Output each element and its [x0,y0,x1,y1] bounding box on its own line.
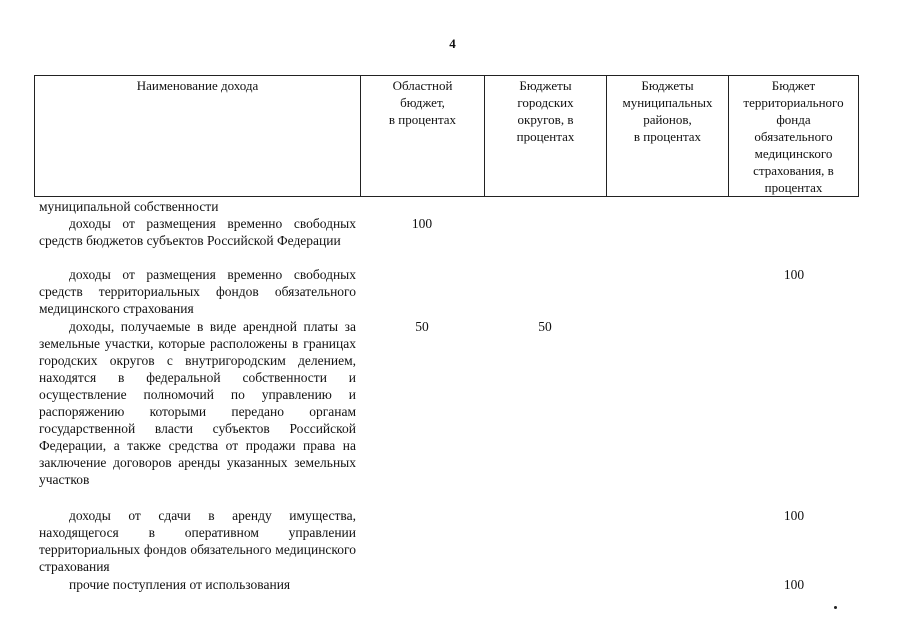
fund-share: 100 [783,267,805,282]
header-city-budgets: Бюджеты городских округов, в процентах [485,76,607,197]
oblast-share: 100 [411,216,433,231]
fund-share: 100 [783,508,805,523]
income-table-header [34,75,859,197]
page-number: 4 [449,36,456,51]
fund-share: 100 [783,577,805,592]
income-name: доходы от сдачи в аренду имущества, находящегося в оперативном управлении территориальных фондов обязательного медицинского страхования [39,508,356,574]
income-name: прочие поступления от использования [69,577,291,592]
income-name: доходы от размещения временно свободных средств территориальных фондов обязательного медицинского страхования [39,267,356,316]
header-income-name: Наименование дохода [35,76,361,197]
income-name: доходы от размещения временно свободных средств бюджетов субъектов Российской Федерации [39,216,356,248]
header-oblast-budget: Областной бюджет, в процентах [361,76,485,197]
header-fund-budget: Бюджет территориального фонда обязательного медицинского страхования, в процентах [729,76,859,197]
income-name: муниципальной собственности [39,199,219,214]
table-header-row [35,76,859,197]
scan-speck [834,606,837,609]
header-municipal-budgets: Бюджеты муниципальных районов, в процентах [607,76,729,197]
city-share: 50 [538,319,552,334]
income-name: доходы, получаемые в виде арендной платы за земельные участки, которые расположены в границах городских округов с внутригородским делением, находятся в федеральной собственности и осуществление полномочий по управлению и распоряжению которыми передано органам государственной власти субъектов Российской Федерации, а также средства от продажи права на заключение договоров аренды указанных земельных участков [39,319,356,487]
oblast-share: 50 [415,319,429,334]
